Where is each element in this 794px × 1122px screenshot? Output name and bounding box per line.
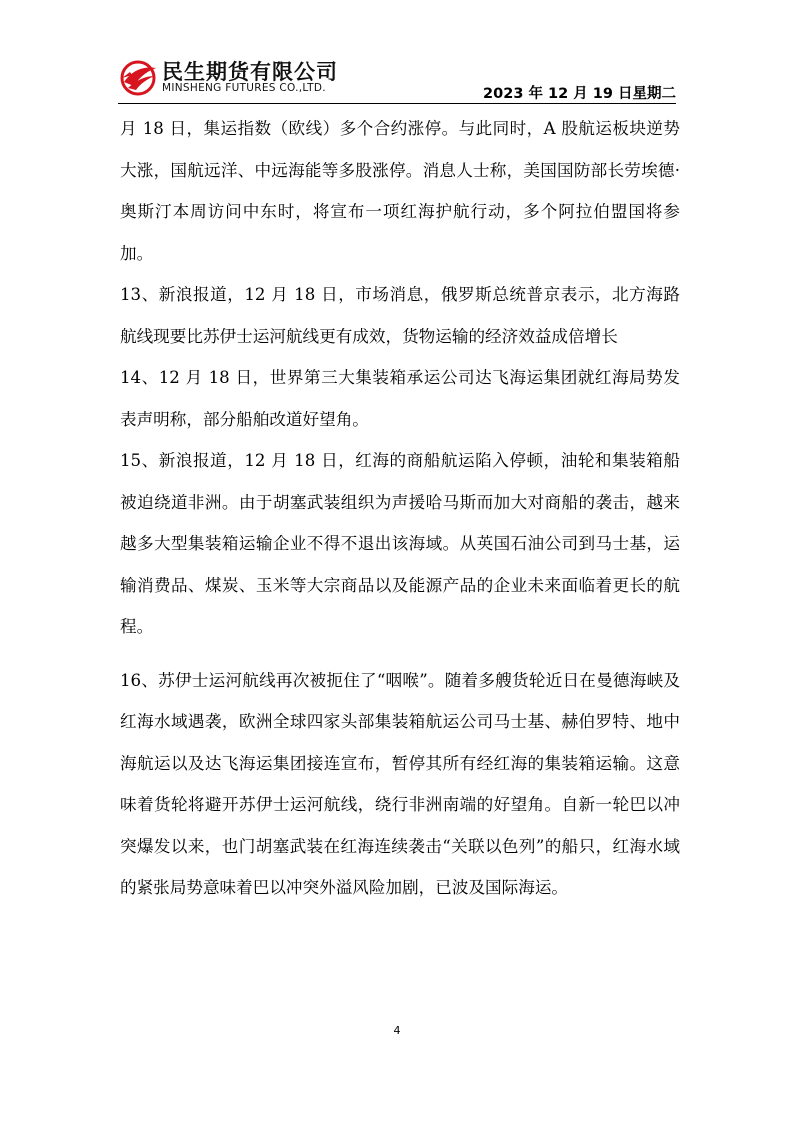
paragraph-continued: 月 18 日，集运指数（欧线）多个合约涨停。与此同时，A 股航运板块逆势大涨，国航远洋、中远海能等多股涨停。消息人士称，美国国防部长劳埃德·奥斯汀本周访问中东时，将宣布一项红海护航行动，多个阿拉伯盟国将参加。 [120,119,680,263]
header-date: 2023 年 12 月 19 日星期二 [483,86,676,102]
company-logo [118,58,358,98]
minsheng-logo-icon [118,58,158,98]
paragraph-item-15: 15、新浪报道，12 月 18 日，红海的商船航运陷入停顿，油轮和集装箱船被迫绕道非洲。由于胡塞武装组织为声援哈马斯而加大对商船的袭击，越来越多大型集装箱运输企业不得不退出该海域。从英国石油公司到马士基，运输消费品、煤炭、玉米等大宗商品以及能源产品的企业未来面临着更长的航程。 [120,451,680,636]
company-name-cn: 民生期货有限公司 [162,60,338,84]
paragraph-item-13: 13、新浪报道，12 月 18 日，市场消息，俄罗斯总统普京表示，北方海路航线现要比苏伊士运河航线更有成效，货物运输的经济效益成倍增长 [120,285,680,346]
page-header [118,52,676,104]
paragraph-item-16: 16、苏伊士运河航线再次被扼住了“咽喉”。随着多艘货轮近日在曼德海峡及红海水域遇袭，欧洲全球四家头部集装箱航运公司马士基、赫伯罗特、地中海航运以及达飞海运集团接连宣布，暂停其所有经红海的集装箱运输。这意味着货轮将避开苏伊士运河航线，绕行非洲南端的好望角。自新一轮巴以冲突爆发以来，也门胡塞武装在红海连续袭击“关联以色列”的船只，红海水域的紧张局势意味着巴以冲突外溢风险加剧，已波及国际海运。 [120,670,680,897]
paragraph-item-14: 14、12 月 18 日，世界第三大集装箱承运公司达飞海运集团就红海局势发表声明称，部分船舶改道好望角。 [120,368,680,429]
page-number: 4 [393,1024,401,1037]
document-body [120,108,680,909]
header-divider [118,103,676,104]
company-name-en: MINSHENG FUTURES CO.,LTD. [162,82,326,94]
